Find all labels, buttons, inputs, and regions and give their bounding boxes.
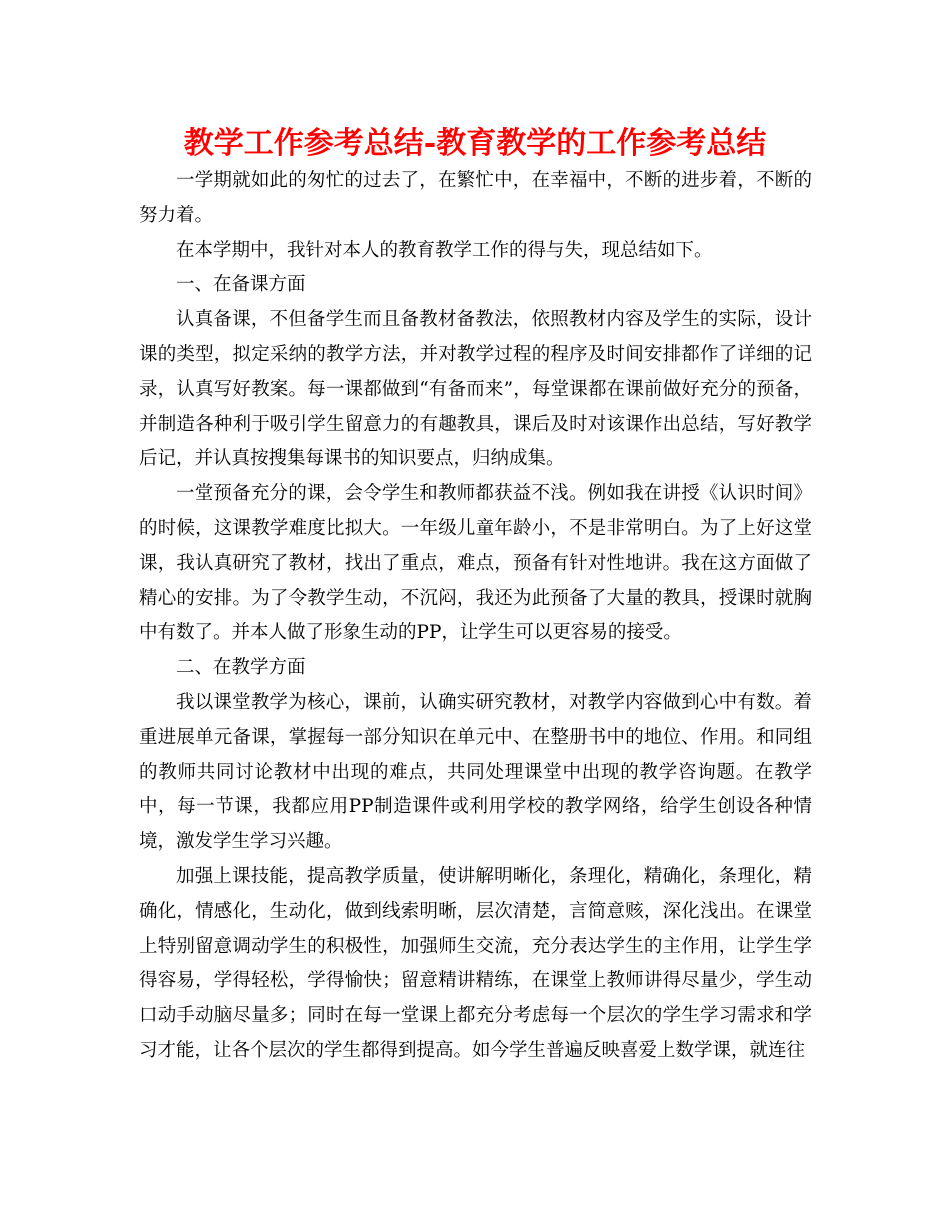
paragraph-summary-lead: 在本学期中，我针对本人的教育教学工作的得与失，现总结如下。 (176, 239, 713, 261)
document-body (139, 164, 812, 1069)
paragraph-lesson-prep: 认真备课，不但备学生而且备教材备教法，依照教材内容及学生的实际，设计课的类型，拟定采纳的教学方法，并对教学过程的程序及时间安排都作了详细的记录，认真写好教案。每一课都做到“有备而来”，每堂课都在课前做好充分的预备，并制造各种利于吸引学生留意力的有趣教具，课后及时对该课作出总结，写好教学后记，并认真按搜集每课书的知识要点，归纳成集。 (139, 309, 812, 470)
paragraph-intro: 一学期就如此的匆忙的过去了，在繁忙中，在幸福中，不断的进步着，不断的努力着。 (139, 170, 812, 226)
section-heading-lesson-prep: 一、在备课方面 (176, 274, 306, 296)
paragraph-teaching-core: 我以课堂教学为核心，课前，认确实研究教材，对教学内容做到心中有数。着重进展单元备课，掌握每一部分知识在单元中、在整册书中的地位、作用。和同组的教师共同讨论教材中出现的难点，共同处理课堂中出现的教学咨询题。在教学中，每一节课，我都应用PP制造课件或利用学校的教学网络，给学生创设各种情境，激发学生学习兴趣。 (139, 691, 812, 853)
section-heading-teaching: 二、在教学方面 (176, 657, 306, 679)
paragraph-lesson-example: 一堂预备充分的课，会令学生和教师都获益不浅。例如我在讲授《认识时间》的时候，这课教学难度比拟大。一年级儿童年龄小，不是非常明白。为了上好这堂课，我认真研究了教材，找出了重点，难点，预备有针对性地讲。我在这方面做了精心的安排。为了令教学生动，不沉闷，我还为此预备了大量的教具，授课时就胸中有数了。并本人做了形象生动的PP，让学生可以更容易的接受。 (139, 483, 812, 644)
paragraph-teaching-skills: 加强上课技能，提高教学质量，使讲解明晰化，条理化，精确化，条理化，精确化，情感化，生动化，做到线索明晰，层次清楚，言简意赅，深化浅出。在课堂上特别留意调动学生的积极性，加强师生交流，充分表达学生的主作用，让学生学得容易，学得轻松，学得愉快；留意精讲精练，在课堂上教师讲得尽量少，学生动口动手动脑尽量多；同时在每一堂课上都充分考虑每一个层次的学生学习需求和学习才能，让各个层次的学生都得到提高。如今学生普遍反映喜爱上数学课，就连往 (139, 865, 812, 1061)
document-title: 教学工作参考总结-教育教学的工作参考总结 (183, 126, 767, 161)
